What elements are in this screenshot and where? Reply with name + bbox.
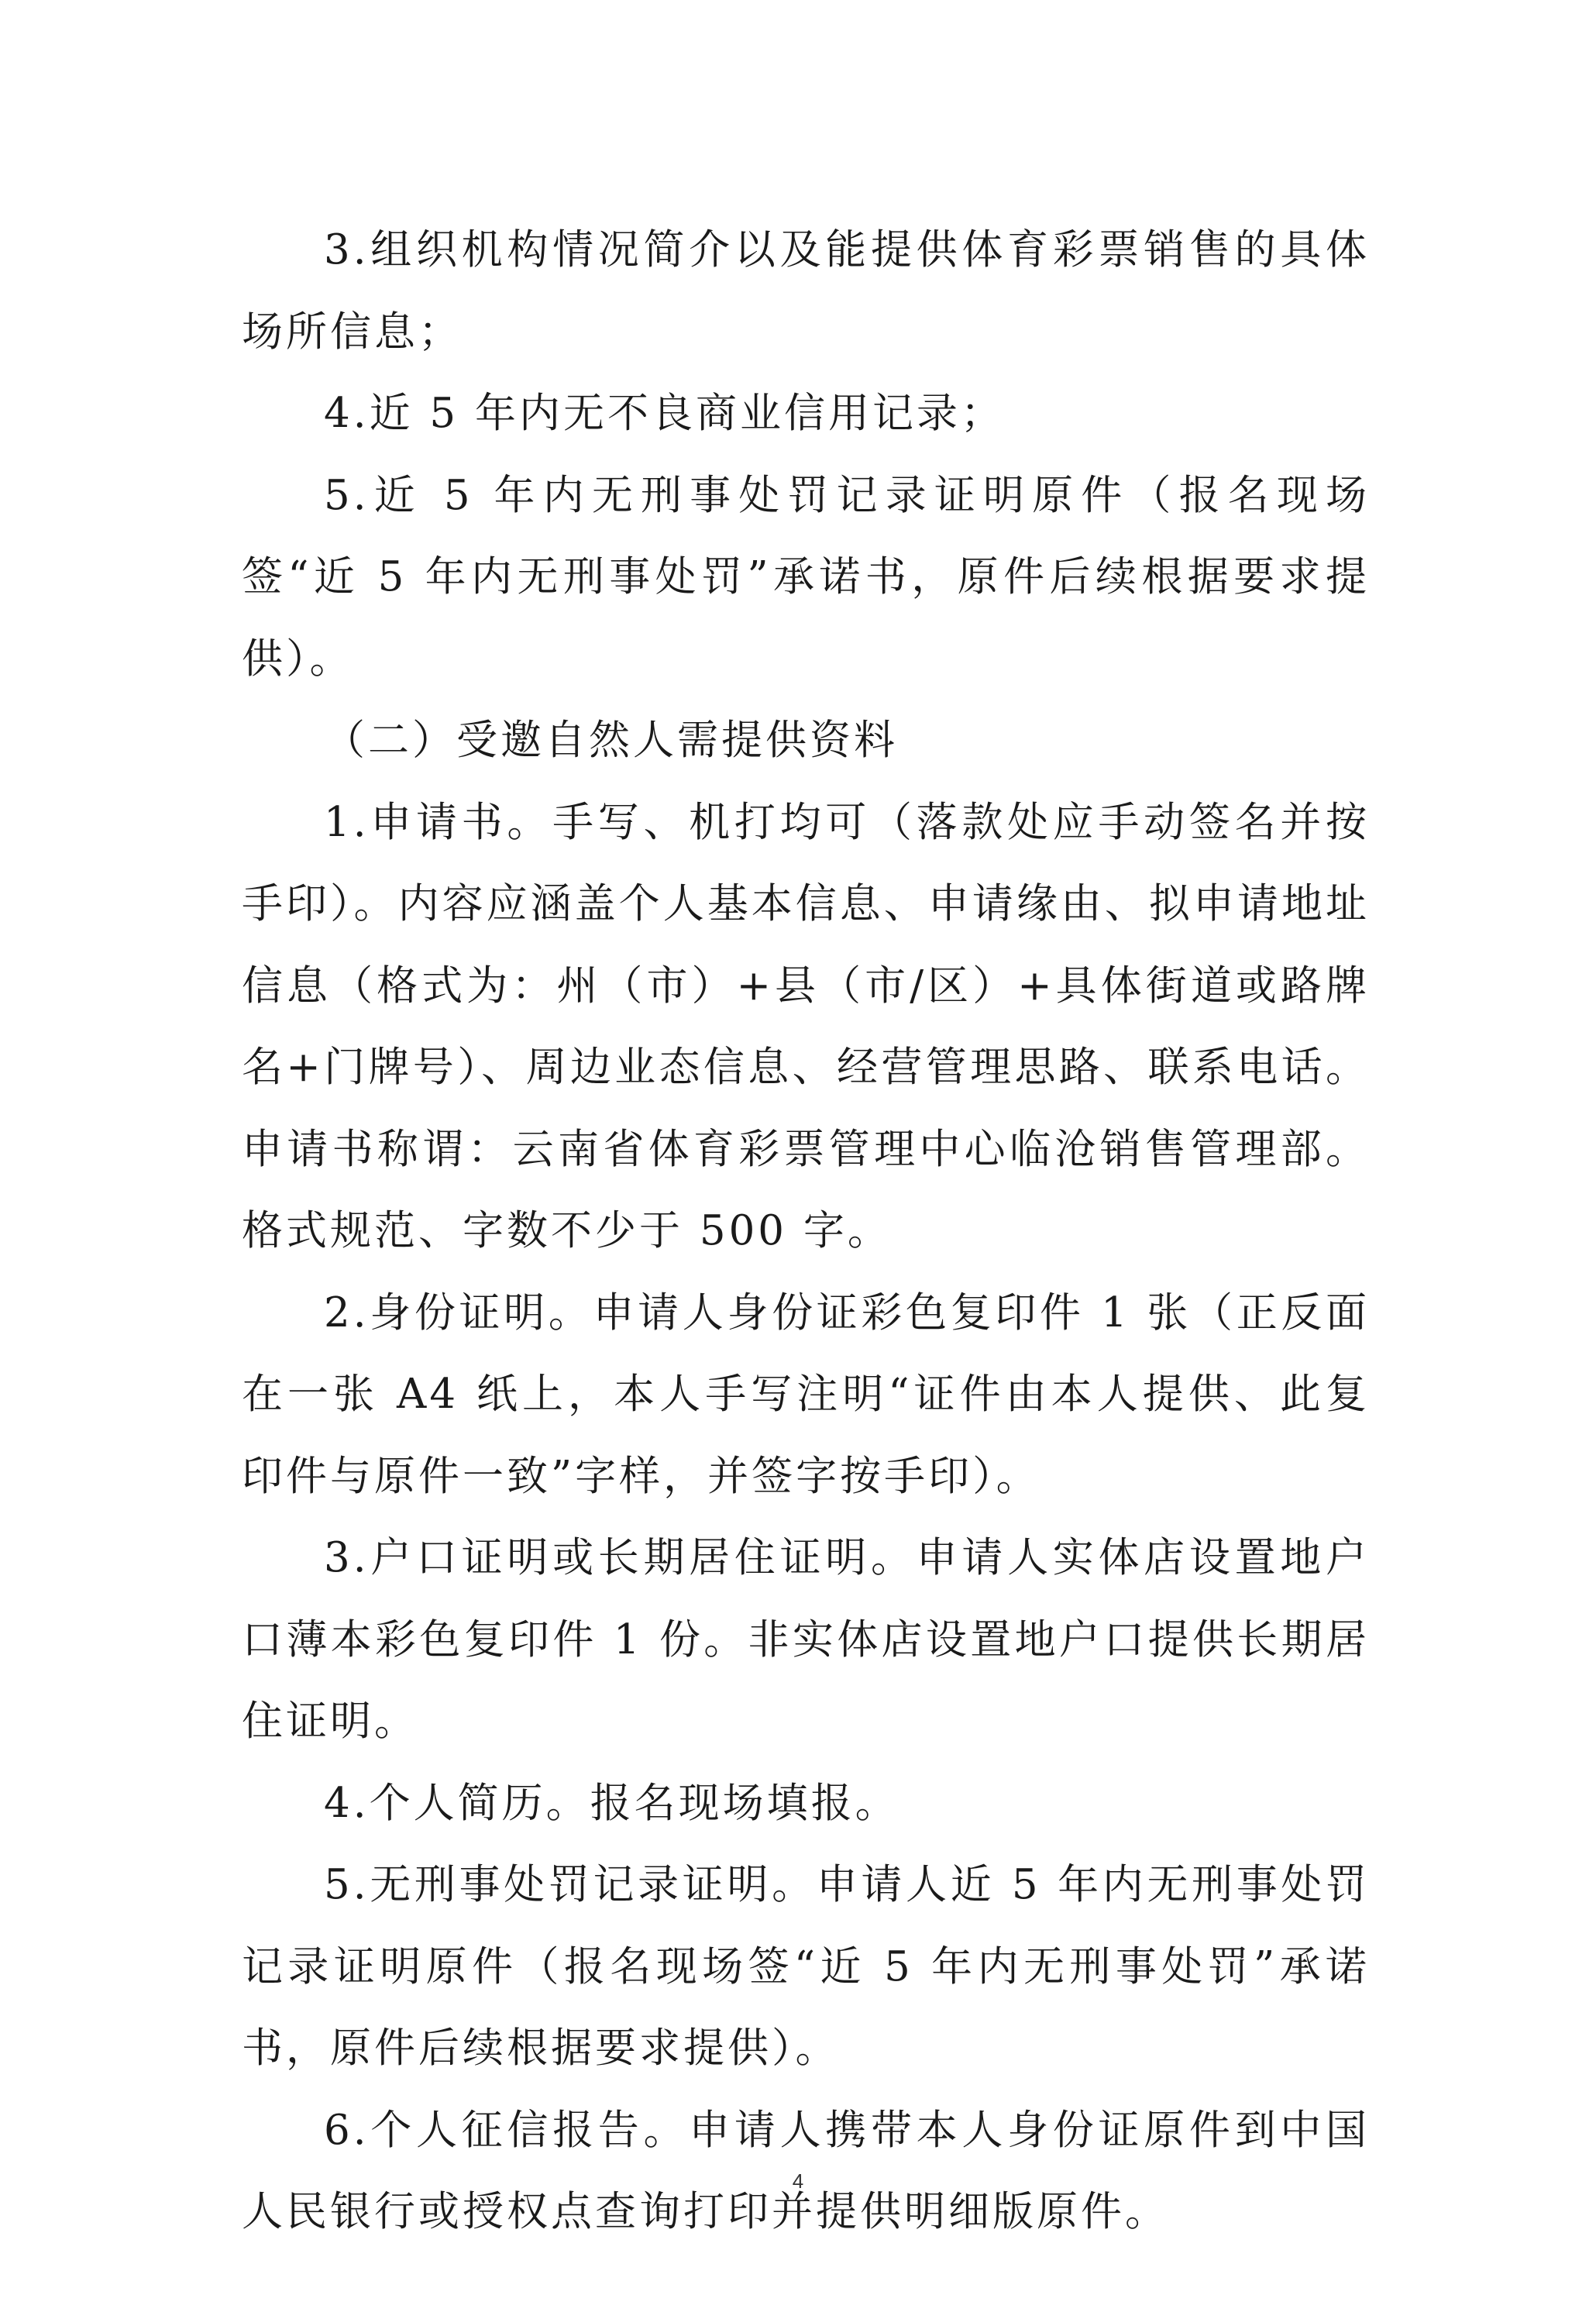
paragraph-residence-proof: 3.户口证明或长期居住证明。申请人实体店设置地户口薄本彩色复印件 1 份。非实体店设置地户口提供长期居住证明。 xyxy=(242,1534,1370,1745)
section-heading-individuals: （二）受邀自然人需提供资料 xyxy=(324,717,898,764)
paragraph-credit-report: 6.个人征信报告。申请人携带本人身份证原件到中国人民银行或授权点查询打印并提供明细版原件。 xyxy=(242,2106,1370,2235)
paragraph-criminal-record-org: 5.近 5 年内无刑事处罚记录证明原件（报名现场签“近 5 年内无刑事处罚”承诺书，原件后续根据要求提供）。 xyxy=(242,471,1370,683)
paragraph-credit-record: 4.近 5 年内无不良商业信用记录； xyxy=(324,390,1005,437)
paragraph-criminal-record-individual: 5.无刑事处罚记录证明。申请人近 5 年内无刑事处罚记录证明原件（报名现场签“近 5 年内无刑事处罚”承诺书，原件后续根据要求提供）。 xyxy=(242,1861,1370,2072)
paragraph-application-letter: 1.申请书。手写、机打均可（落款处应手动签名并按手印）。内容应涵盖个人基本信息、申请缘由、拟申请地址信息（格式为：州（市）+县（市/区）+具体街道或路牌名+门牌号）、周边业态信息、经营管理思路、联系电话。申请书称谓：云南省体育彩票管理中心临沧销售管理部。格式规范、字数不少于 500 字。 xyxy=(242,798,1370,1254)
page-number: 4 xyxy=(792,2169,804,2193)
document-body xyxy=(242,209,1370,2253)
paragraph-org-intro: 3.组织机构情况简介以及能提供体育彩票销售的具体场所信息； xyxy=(242,226,1370,356)
paragraph-id-proof: 2.身份证明。申请人身份证彩色复印件 1 张（正反面在一张 A4 纸上，本人手写注明“证件由本人提供、此复印件与原件一致”字样，并签字按手印）。 xyxy=(242,1288,1370,1500)
paragraph-resume: 4.个人简历。报名现场填报。 xyxy=(324,1779,899,1827)
